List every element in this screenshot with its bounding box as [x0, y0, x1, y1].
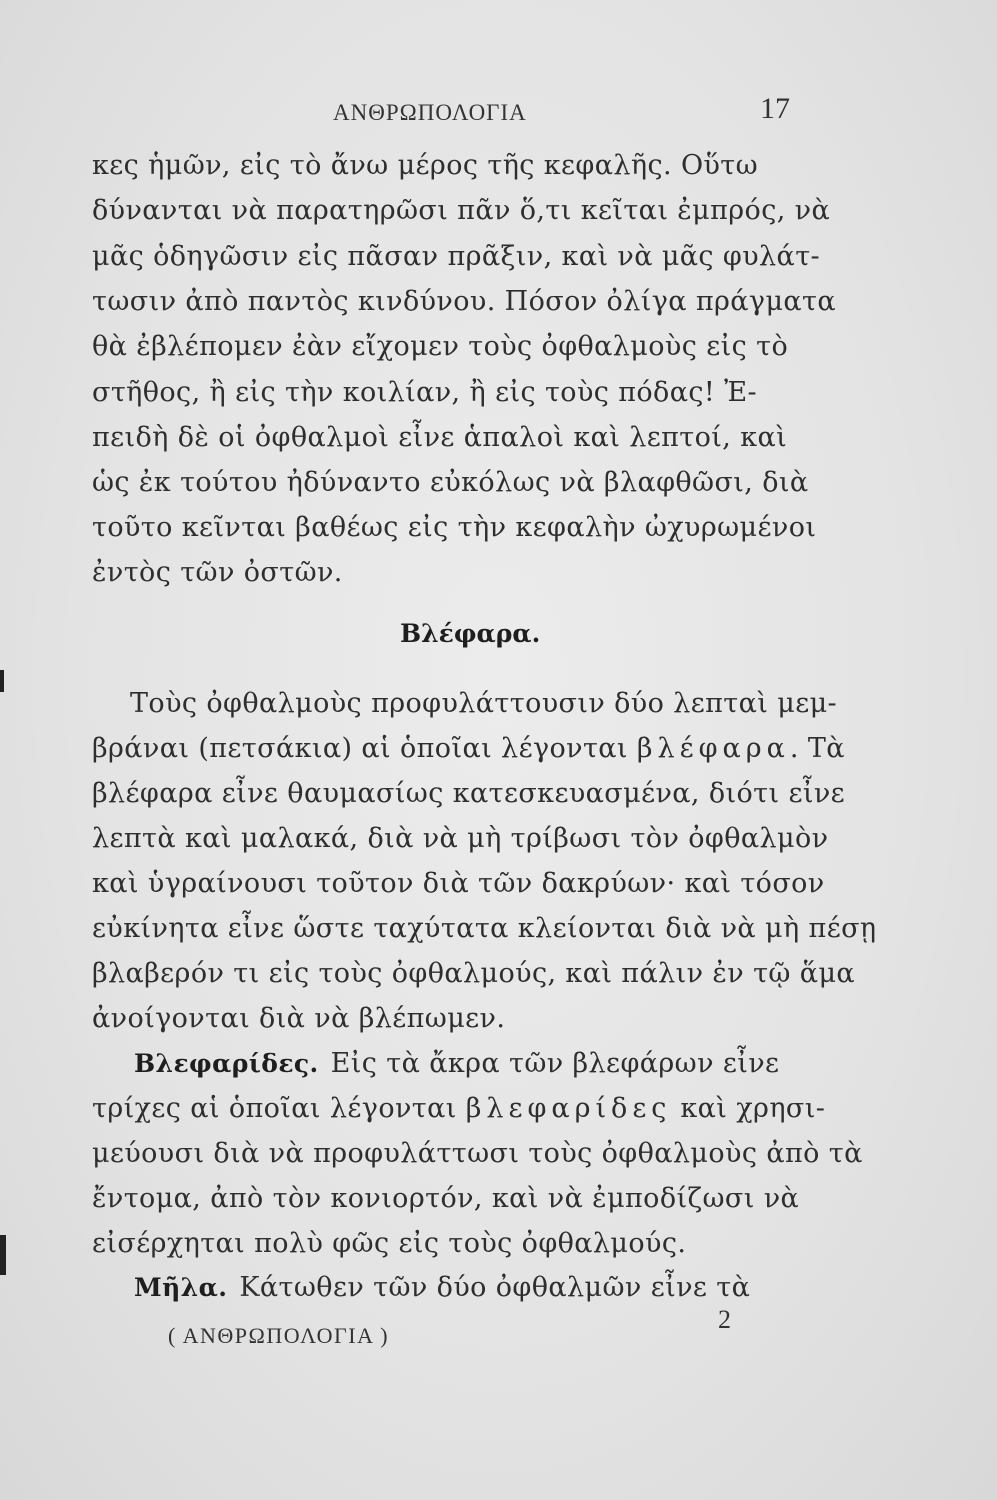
running-head: ΑΝΘΡΩΠΟΛΟΓΙΑ: [333, 100, 527, 125]
text-line: τωσιν ἀπὸ παντὸς κινδύνου. Πόσον ὀλίγα πράγματα: [92, 286, 836, 317]
text-line: τοῦτο κεῖνται βαθέως εἰς τὴν κεφαλὴν ὠχυρωμένοι: [92, 512, 817, 543]
text-line: ἀνοίγονται διὰ νὰ βλέπωμεν.: [92, 1003, 506, 1034]
text-line: εἰσέρχηται πολὺ φῶς εἰς τοὺς ὀφθαλμούς.: [92, 1228, 687, 1259]
text-line: πειδὴ δὲ οἱ ὀφθαλμοὶ εἶνε ἁπαλοὶ καὶ λεπτοί, καὶ: [92, 422, 788, 453]
text-line: Τοὺς ὀφθαλμοὺς προφυλάττουσιν δύο λεπταὶ μεμ-: [130, 688, 838, 719]
text-run: . Τὰ: [789, 733, 845, 764]
text-line: θὰ ἐβλέπομεν ἐὰν εἴχομεν τοὺς ὀφθαλμοὺς εἰς τὸ: [92, 331, 789, 362]
text-run: τρίχες αἱ ὁποῖαι λέγονται: [92, 1093, 466, 1124]
text-run: καὶ χρησι-: [671, 1093, 826, 1124]
scan-edge-mark: [0, 670, 4, 692]
spaced-term: βλεφαρίδες: [465, 1093, 672, 1124]
sheet-number: 2: [718, 1305, 731, 1334]
text-line: [134, 1272, 750, 1303]
text-line: [134, 1048, 779, 1079]
text-line: μεύουσι διὰ νὰ προφυλάττωσι τοὺς ὀφθαλμοὺς ἀπὸ τὰ: [92, 1138, 863, 1169]
inline-heading-mila: Μῆλα.: [134, 1273, 228, 1302]
text-line: δύνανται νὰ παρατηρῶσι πᾶν ὅ,τι κεῖται ἐμπρός, νὰ: [92, 195, 831, 226]
inline-heading-blefarides: Βλεφαρίδες.: [134, 1049, 319, 1078]
text-line: στῆθος, ἢ εἰς τὴν κοιλίαν, ἢ εἰς τοὺς πόδας! Ἐ-: [92, 377, 758, 408]
text-line: εὐκίνητα εἶνε ὥστε ταχύτατα κλείονται διὰ νὰ μὴ πέσῃ: [92, 913, 877, 944]
scan-edge-mark: [0, 1235, 6, 1275]
text-line: λεπτὰ καὶ μαλακά, διὰ νὰ μὴ τρίβωσι τὸν ὀφθαλμὸν: [92, 823, 829, 854]
text-line: κες ἡμῶν, εἰς τὸ ἄνω μέρος τῆς κεφαλῆς. Οὕτω: [92, 150, 759, 181]
text-line: [92, 1093, 825, 1124]
text-line: ἐντὸς τῶν ὀστῶν.: [92, 557, 343, 588]
text-line: βλαβερόν τι εἰς τοὺς ὀφθαλμούς, καὶ πάλιν ἐν τῷ ἅμα: [92, 958, 856, 989]
text-run: Κάτωθεν τῶν δύο ὀφθαλμῶν εἶνε τὰ: [239, 1272, 751, 1303]
text-line: μᾶς ὁδηγῶσιν εἰς πᾶσαν πρᾶξιν, καὶ νὰ μᾶς φυλάτ-: [92, 241, 821, 272]
text-line: καὶ ὑγραίνουσι τοῦτον διὰ τῶν δακρύων· καὶ τόσον: [92, 868, 825, 899]
text-run: Εἰς τὰ ἄκρα τῶν βλεφάρων εἶνε: [330, 1048, 780, 1079]
section-heading-blefara: Βλέφαρα.: [400, 619, 541, 648]
text-run: βράναι (πετσάκια) αἱ ὁποῖαι λέγονται: [92, 733, 637, 764]
text-line: ὡς ἐκ τούτου ἠδύναντο εὐκόλως νὰ βλαφθῶσι, διὰ: [92, 467, 809, 498]
signature-mark: ( ΑΝΘΡΩΠΟΛΟΓΙΑ ): [168, 1323, 390, 1348]
text-line: βλέφαρα εἶνε θαυμασίως κατεσκευασμένα, διότι εἶνε: [92, 778, 846, 809]
text-line: [92, 733, 845, 764]
page-number: 17: [760, 92, 790, 125]
text-line: ἔντομα, ἀπὸ τὸν κονιορτόν, καὶ νὰ ἐμποδίζωσι νὰ: [92, 1183, 800, 1214]
spaced-term: βλέφαρα: [636, 733, 790, 764]
